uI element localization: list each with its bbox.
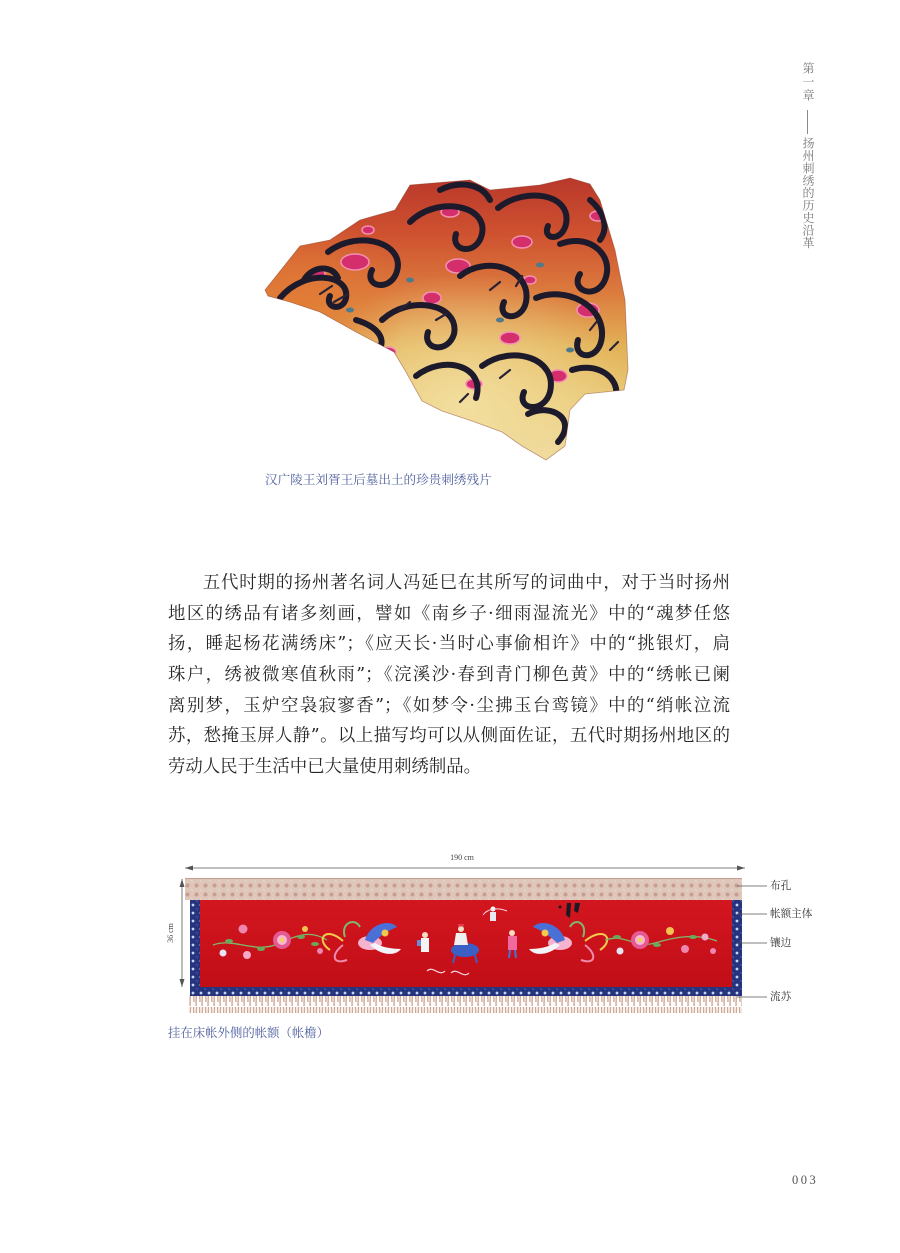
leaf bbox=[613, 935, 621, 939]
callout-tassels: 流苏 bbox=[770, 991, 792, 1003]
width-dimension bbox=[185, 866, 745, 871]
small-flower bbox=[617, 948, 624, 955]
valance-hanging-band bbox=[185, 878, 742, 900]
top-figure-body bbox=[490, 912, 496, 921]
figure-1-caption: 汉广陵王刘胥王后墓出土的珍贵刺绣残片 bbox=[265, 472, 492, 487]
phoenix-head bbox=[542, 930, 549, 937]
leaf bbox=[257, 947, 265, 951]
running-head-chapter: 第一章 bbox=[801, 62, 815, 103]
height-dimension bbox=[180, 879, 185, 987]
flower-motif bbox=[500, 332, 520, 344]
phoenix-head bbox=[382, 930, 389, 937]
body-line: 苏，愁掩玉屏人静”。以上描写均可以从侧面佐证，五代时期扬州地区的 bbox=[168, 726, 730, 747]
arrowhead-left bbox=[185, 866, 193, 871]
figure-head bbox=[509, 930, 515, 936]
fragment-fabric bbox=[260, 170, 635, 465]
small-flower bbox=[220, 950, 227, 957]
small-flower bbox=[666, 927, 674, 935]
rider-head bbox=[458, 926, 464, 932]
body-line: 扬，睡起杨花满绣床”；《应天长·当时心事偷相许》中的“挑银灯，扃 bbox=[168, 634, 730, 655]
running-head-divider bbox=[807, 110, 808, 134]
figure-sleeve bbox=[417, 940, 421, 946]
rider-cap bbox=[458, 924, 464, 927]
callout-main-body: 帐额主体 bbox=[770, 908, 813, 920]
teal-accent bbox=[536, 263, 544, 268]
arrowhead-top bbox=[180, 879, 185, 887]
leaf bbox=[311, 942, 319, 946]
arrowhead-right bbox=[737, 866, 745, 871]
bed-valance-figure bbox=[165, 845, 770, 1015]
page-number: 003 bbox=[792, 1173, 819, 1187]
flower-motif bbox=[341, 254, 369, 270]
embroidery-fragment-image bbox=[260, 170, 635, 465]
figure-robe bbox=[421, 938, 429, 952]
small-flower bbox=[302, 926, 308, 932]
callout-hanging-holes: 布孔 bbox=[770, 880, 792, 892]
figure-head bbox=[422, 932, 428, 938]
small-flower bbox=[239, 925, 248, 934]
leaf bbox=[689, 935, 697, 939]
small-flower bbox=[702, 934, 709, 941]
stain bbox=[559, 906, 562, 909]
body-line: 地区的绣品有诸多刻画，譬如《南乡子·细雨湿流光》中的“魂梦任悠 bbox=[168, 603, 730, 624]
leaf bbox=[297, 935, 305, 939]
flower-motif bbox=[362, 226, 374, 234]
arrowhead-bottom bbox=[180, 979, 185, 987]
figure-2-caption: 挂在床帐外侧的帐额（帐檐） bbox=[168, 1025, 330, 1040]
body-line: 五代时期的扬州著名词人冯延巳在其所写的词曲中，对于当时扬州 bbox=[202, 573, 730, 593]
body-line: 珠户，绣被微寒值秋雨”；《浣溪沙·春到青门柳色黄》中的“绣帐已阑 bbox=[168, 665, 730, 686]
small-flower bbox=[317, 948, 323, 954]
body-line: 劳动人民于生活中已大量使用刺绣制品。 bbox=[168, 757, 482, 778]
callout-border-trim: 镶边 bbox=[770, 937, 792, 949]
running-head-title: 扬州刺绣的历史沿革 bbox=[801, 137, 815, 249]
beast-body bbox=[451, 943, 479, 957]
width-dimension-label: 190 cm bbox=[450, 853, 474, 862]
teal-accent bbox=[406, 278, 414, 283]
teal-accent bbox=[346, 308, 354, 313]
small-flower bbox=[243, 951, 251, 959]
rider-body bbox=[454, 933, 468, 945]
flower-motif bbox=[423, 292, 441, 304]
body-line: 离别梦，玉炉空袅寂寥香”；《如梦令·尘拂玉台鸾镜》中的“绡帐泣流 bbox=[168, 695, 730, 716]
peony-stamen bbox=[280, 938, 284, 942]
leaf bbox=[225, 939, 233, 943]
small-flower bbox=[710, 948, 716, 954]
peony-stamen bbox=[638, 938, 642, 942]
teal-accent bbox=[496, 318, 504, 323]
height-dimension-label: 36 cm bbox=[166, 923, 175, 943]
valance-tassel-fringe bbox=[189, 995, 742, 1013]
teal-accent bbox=[566, 348, 574, 353]
small-flower bbox=[681, 945, 689, 953]
flower-motif bbox=[512, 236, 532, 248]
body-paragraph bbox=[168, 568, 730, 783]
leaf bbox=[653, 943, 661, 947]
figure-robe bbox=[508, 936, 517, 950]
